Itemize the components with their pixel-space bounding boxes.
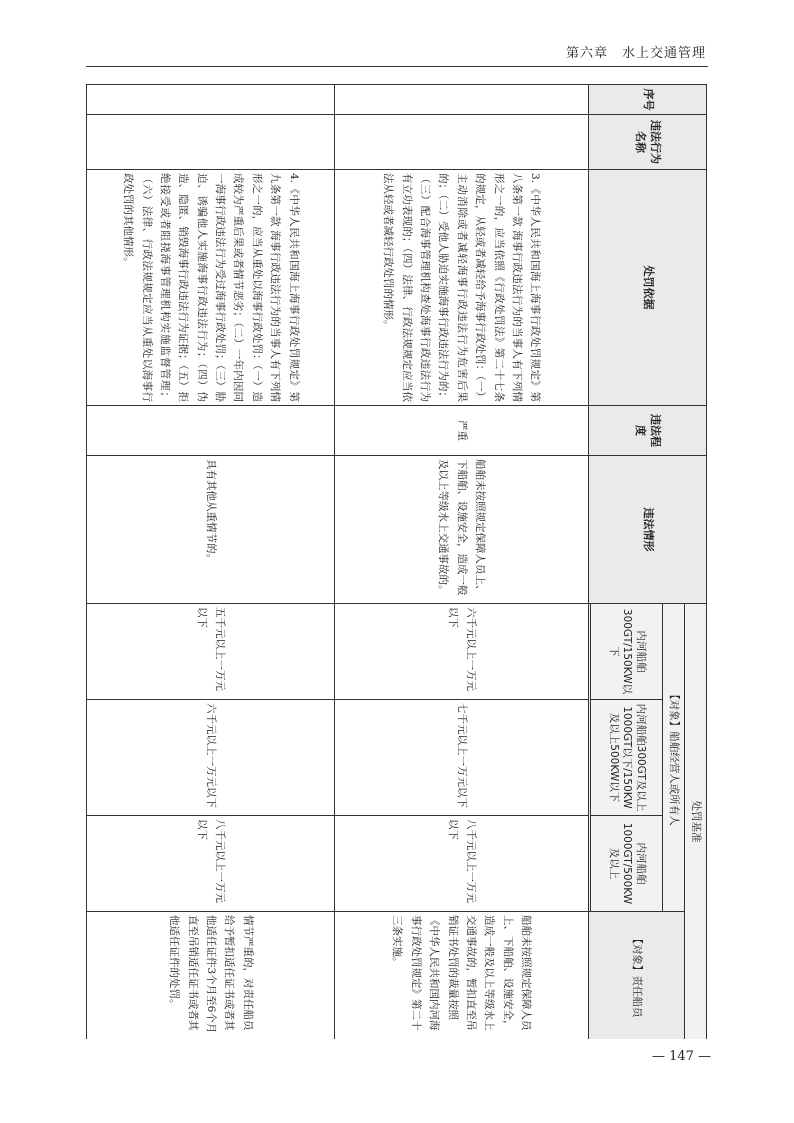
- header-degree: 违法程度: [588, 406, 706, 456]
- row-tier-3-fine: 八千元以上一万元以下: [87, 816, 335, 912]
- row-tier-2-fine: 六千元以上一万元以下: [87, 700, 335, 816]
- page-header: [0, 0, 794, 68]
- header-tier-3: 内河船舶1000GT/500KW及以上: [590, 816, 662, 912]
- row-facts: 船舶未按照规定保障人员上、下船舶、设施安全，造成一般及以上等级水上交通事故的。: [335, 456, 588, 604]
- header-violation-name: 违法行为名称: [588, 115, 706, 170]
- chapter-title: 第六章 水上交通管理: [565, 46, 706, 61]
- row-basis: 3.《中华人民共和国海上海事行政处罚规定》第八条第一款 海事行政违法行为的当事人有下列情形之一的，应当依照《行政处罚法》第二十七条的规定，从轻或者减轻给予海事行政处罚：（一）主动消除或者减轻海事行政违法行为危害后果的；（二）受他人胁迫实施海事行政违法行为的；（三）配合海事管理机构查处海事行政违法行为有立功表现的；（四）法律、行政法规规定应当依法从轻或者减轻行政处罚的情形。: [335, 170, 588, 406]
- header-rule: [86, 66, 708, 67]
- row-tier-3-fine: 八千元以上一万元以下: [335, 816, 588, 912]
- row-basis: 4.《中华人民共和国海上海事行政处罚规定》第九条第一款 海事行政违法行为的当事人有下列情形之一的，应当从重处以海事行政处罚：（一）造成较为严重后果或者情节恶劣；（二）一年内因同一海事行政违法行为受过海事行政处罚；（三）胁迫、诱骗他人实施海事行政违法行为；（四）伪造、隐匿、销毁海事行政违法行为证据；（五）拒绝接受或者阻挠海事管理机构实施监督管理；（六）法律、行政法规规定应当从重处以海事行政处罚的其他情形。: [87, 170, 335, 406]
- table-row: [335, 85, 588, 1040]
- penalty-table-area: [86, 84, 707, 1039]
- row-crew-penalty: 船舶未按照规定保障人员上、下船舶、设施安全，造成一般及以上等级水上交通事故的，暂扣直至吊销证书处罚的裁量按照《中华人民共和国内河海事行政处罚规定》第二十三条实施。: [335, 912, 588, 1040]
- row-degree: [87, 406, 335, 456]
- penalty-standard-table: [86, 84, 707, 1039]
- header-tier-2: 内河船舶300GT及以上1000GT以下/150KW及以上500KW以下: [590, 700, 662, 816]
- row-violation-name: [87, 115, 335, 170]
- header-basis: 处罚依据: [588, 170, 706, 406]
- row-tier-1-fine: 五千元以上一万元以下: [87, 604, 335, 700]
- rotated-table-container: [86, 84, 707, 1039]
- row-seq: [335, 85, 588, 115]
- header-facts: 违法情形: [588, 456, 706, 604]
- row-degree: 严重: [335, 406, 588, 456]
- row-facts: 具有其他从重情节的。: [87, 456, 335, 604]
- row-tier-1-fine: 六千元以上一万元以下: [335, 604, 588, 700]
- header-penalty-standard: 处罚基准: [684, 604, 706, 1040]
- row-crew-penalty: 情节严重的，对责任船员给予暂扣适任证书或者其他适任证件3个月至6个月直至吊销适任证书或者其他适任证件的处罚。: [87, 912, 335, 1040]
- header-object-owner: 【对象】船舶经营人或所有人: [662, 604, 684, 912]
- page-number: — 147 —: [652, 1049, 712, 1064]
- header-seq: 序号: [588, 85, 706, 115]
- row-tier-2-fine: 七千元以上一万元以下: [335, 700, 588, 816]
- row-seq: [87, 85, 335, 115]
- table-row: [87, 85, 335, 1040]
- header-tier-1: 内河船舶300GT/150KW以下: [590, 604, 662, 700]
- header-object-crew: 【对象】责任船员: [588, 912, 684, 1040]
- row-violation-name: [335, 115, 588, 170]
